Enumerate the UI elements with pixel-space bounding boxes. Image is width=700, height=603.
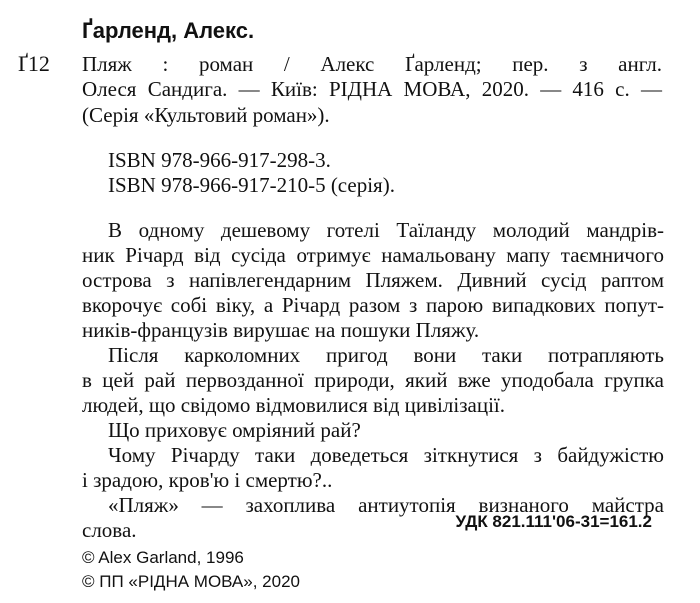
copyright-line: © ПП «РІДНА МОВА», 2020 xyxy=(82,572,300,591)
bibliographic-line: Олеся Сандига. — Київ: РІДНА МОВА, 2020. — 416 с. — xyxy=(82,77,662,101)
annotation-line: Що приховує омріяний рай? xyxy=(108,418,361,442)
annotation-line: і зрадою, кров'ю і смертю?.. xyxy=(82,468,333,492)
annotation-line: слова. xyxy=(82,518,137,542)
annotation-line: ник Річард від сусіда отримує намальовану мапу таємничого xyxy=(82,243,664,267)
annotation-line: острова з напівлегендарним Пляжем. Дивний сусід раптом xyxy=(82,268,664,292)
annotation-line: Чому Річарду таки доведеться зіткнутися з байдужістю xyxy=(108,443,664,467)
bibliographic-line: (Серія «Культовий роман»). xyxy=(82,103,330,127)
annotation-line: в цей рай первозданної природи, який вже уподобала групка xyxy=(82,368,664,392)
author-mark: Ґ12 xyxy=(18,51,50,76)
annotation-line: ників-французів вирушає на пошуки Пляжу. xyxy=(82,318,480,342)
udk-code: УДК 821.111'06-31=161.2 xyxy=(455,512,652,531)
isbn-line: ISBN 978-966-917-210-5 (серія). xyxy=(108,173,395,197)
isbn-line: ISBN 978-966-917-298-3. xyxy=(108,148,331,172)
annotation-line: вкорочує собі віку, а Річард разом з парою випадкових попут- xyxy=(82,293,664,317)
annotation-line: людей, що свідомо відмовилися від цивілізації. xyxy=(82,393,505,417)
bibliographic-line: Пляж : роман / Алекс Ґарленд; пер. з англ. xyxy=(82,52,662,76)
annotation-line: «Пляж» — захоплива антиутопія визнаного майстра xyxy=(108,493,664,517)
copyright-line: © Alex Garland, 1996 xyxy=(82,548,244,567)
annotation-line: Після карколомних пригод вони таки потрапляють xyxy=(108,343,664,367)
author-heading: Ґарленд, Алекс. xyxy=(82,18,255,43)
annotation-line: В одному дешевому готелі Таїланду молодий мандрів- xyxy=(108,218,664,242)
